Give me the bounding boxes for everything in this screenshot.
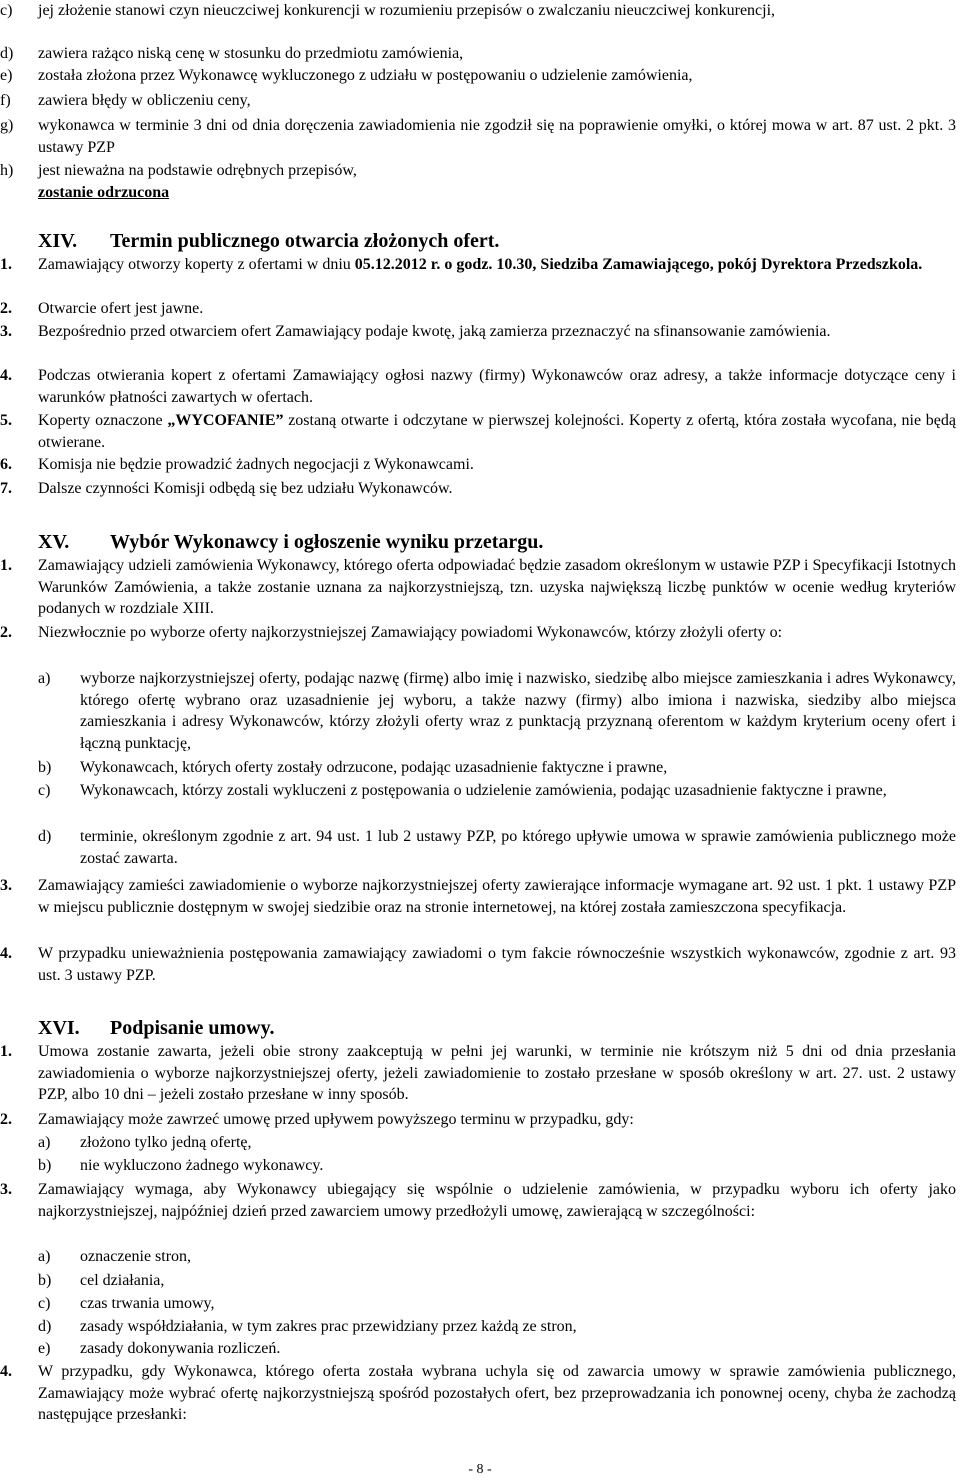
- list-text: zawiera rażąco niską cenę w stosunku do przedmiotu zamówienia,: [38, 45, 464, 62]
- item-number: 1.: [0, 256, 12, 273]
- list-label: e): [0, 67, 13, 84]
- rejected-statement: zostanie odrzucona: [38, 184, 170, 201]
- section-title: Termin publicznego otwarcia złożonych ofert.: [110, 230, 500, 252]
- sub-item: [38, 1293, 956, 1315]
- list-label: h): [0, 162, 14, 179]
- item-number: 6.: [0, 456, 12, 473]
- numbered-item: [0, 875, 956, 918]
- sub-item: [38, 1246, 956, 1268]
- sub-label: e): [38, 1340, 51, 1357]
- list-text: została złożona przez Wykonawcę wykluczonego z udziału w postępowaniu o udzielenie zamówienia,: [38, 67, 693, 84]
- numbered-item: [0, 478, 956, 500]
- list-item: [0, 43, 956, 65]
- numbered-item: [0, 454, 956, 476]
- section-title: Wybór Wykonawcy i ogłoszenie wyniku przetargu.: [110, 531, 544, 553]
- numbered-item: [0, 1179, 956, 1222]
- numbered-item: [0, 321, 956, 343]
- item-text: Niezwłocznie po wyborze oferty najkorzystniejszej Zamawiający powiadomi Wykonawców, którzy złożyli oferty o:: [38, 624, 783, 641]
- item-number: 4.: [0, 1363, 12, 1380]
- sub-text: Wykonawcach, których oferty zostały odrzucone, podając uzasadnienie faktyczne i prawne,: [80, 759, 668, 776]
- item-text: [38, 410, 956, 453]
- item-text: Zamawiający może zawrzeć umowę przed upływem powyższego terminu w przypadku, gdy:: [38, 1111, 634, 1128]
- item-text: Otwarcie ofert jest jawne.: [38, 300, 204, 317]
- sub-text: wyborze najkorzystniejszej oferty, podając nazwę (firmę) albo imię i nazwisko, siedzibę albo miejsce zamieszkania i adres Wykonawcy, którego ofertę wybrano oraz uzasadnienie jej wyboru, a także nazwy (firmy) albo imiona i nazwiska, siedziby albo miejsca zamieszkania i adresy Wykonawców, którzy złożyli oferty wraz z punktacją przyznaną oferentom w każdym kryterium oceny ofert i łączną punktację,: [80, 670, 956, 752]
- sub-label: b): [38, 759, 52, 776]
- item-number: 2.: [0, 300, 12, 317]
- numbered-item: [0, 1109, 956, 1131]
- item-number: 2.: [0, 1111, 12, 1128]
- opening-date-time: 05.12.2012 r. o godz. 10.30, Siedziba Zamawiającego, pokój Dyrektora Przedszkola.: [354, 256, 923, 273]
- numbered-item: [0, 555, 956, 620]
- list-item: [0, 65, 956, 87]
- numbered-item: [0, 254, 956, 276]
- numbered-item: [0, 622, 956, 644]
- item-text: [38, 254, 956, 276]
- section-heading-15: [38, 530, 543, 554]
- list-label: g): [0, 117, 14, 134]
- sub-item: [38, 826, 956, 869]
- list-text: jest nieważna na podstawie odrębnych przepisów,: [38, 162, 357, 179]
- item-text-plain: Zamawiający otworzy koperty z ofertami w dniu: [38, 256, 355, 273]
- numbered-item: [0, 943, 956, 986]
- sub-item: [38, 1338, 956, 1360]
- list-text: wykonawca w terminie 3 dni od dnia doręczenia zawiadomienia nie zgodził się na poprawienie omyłki, o której mowa w art. 87 ust. 2 pkt. 3 ustawy PZP: [38, 117, 956, 156]
- numbered-item: [0, 298, 956, 320]
- sub-item: [38, 780, 956, 802]
- sub-label: b): [38, 1157, 52, 1174]
- list-item: [0, 0, 956, 22]
- sub-label: b): [38, 1272, 52, 1289]
- list-item: [0, 160, 956, 182]
- numbered-item: [0, 1361, 956, 1426]
- item-number: 5.: [0, 412, 12, 429]
- item-text: Dalsze czynności Komisji odbędą się bez udziału Wykonawców.: [38, 480, 453, 497]
- sub-label: c): [38, 1295, 51, 1312]
- sub-label: a): [38, 670, 51, 687]
- sub-text: cel działania,: [80, 1272, 165, 1289]
- sub-text: Wykonawcach, którzy zostali wykluczeni z postępowania o udzielenie zamówienia, podając uzasadnienie faktyczne i prawne,: [80, 782, 887, 799]
- list-item: [0, 90, 956, 112]
- list-text: jej złożenie stanowi czyn nieuczciwej konkurencji w rozumieniu przepisów o zwalczaniu nieuczciwej konkurencji,: [38, 2, 776, 19]
- item-number: 3.: [0, 1181, 12, 1198]
- sub-item: [38, 1316, 956, 1338]
- item-number: 7.: [0, 480, 12, 497]
- item-text: Komisja nie będzie prowadzić żadnych negocjacji z Wykonawcami.: [38, 456, 474, 473]
- sub-item: [38, 1155, 956, 1177]
- section-title: Podpisanie umowy.: [110, 1017, 275, 1039]
- item-number: 4.: [0, 945, 12, 962]
- sub-item: [38, 1132, 956, 1154]
- sub-text: złożono tylko jedną ofertę,: [80, 1134, 252, 1151]
- numbered-item: [0, 1041, 956, 1106]
- item-text: Zamawiający wymaga, aby Wykonawcy ubiegający się wspólnie o udzielenie zamówienia, w przypadku wyboru ich oferty jako najkorzystniejszej, najpóźniej dzień przed zawarciem umowy przedłożyli umowę, zawierającą w szczególności:: [38, 1181, 956, 1220]
- sub-label: d): [38, 828, 52, 845]
- item-text: Bezpośrednio przed otwarciem ofert Zamawiający podaje kwotę, jaką zamierza przeznaczyć na sfinansowanie zamówienia.: [38, 323, 831, 340]
- item-number: 3.: [0, 323, 12, 340]
- sub-text: zasady współdziałania, w tym zakres prac przewidziany przez każdą ze stron,: [80, 1318, 577, 1335]
- section-number: XV.: [38, 531, 70, 553]
- sub-text: nie wykluczono żadnego wykonawcy.: [80, 1157, 324, 1174]
- list-label: f): [0, 92, 11, 109]
- page-number: - 8 -: [468, 1462, 492, 1477]
- numbered-item: [0, 365, 956, 408]
- section-heading-16: [38, 1016, 274, 1040]
- item-text-plain: Koperty oznaczone: [38, 412, 168, 429]
- list-item: [0, 115, 956, 158]
- withdrawal-label: „WYCOFANIE”: [167, 412, 284, 429]
- sub-item: [38, 1270, 956, 1292]
- sub-item: [38, 757, 956, 779]
- sub-text: czas trwania umowy,: [80, 1295, 215, 1312]
- list-text: zawiera błędy w obliczeniu ceny,: [38, 92, 251, 109]
- sub-label: c): [38, 782, 51, 799]
- item-number: 2.: [0, 624, 12, 641]
- item-text: Podczas otwierania kopert z ofertami Zamawiający ogłosi nazwy (firmy) Wykonawców oraz adresy, a także informacje dotyczące ceny i warunków płatności zawartych w ofertach.: [38, 367, 956, 406]
- numbered-item: [0, 410, 956, 453]
- item-number: 4.: [0, 367, 12, 384]
- section-number: XVI.: [38, 1017, 80, 1039]
- section-heading-14: [38, 229, 499, 253]
- item-number: 1.: [0, 1043, 12, 1060]
- sub-label: a): [38, 1134, 51, 1151]
- sub-text: terminie, określonym zgodnie z art. 94 ust. 1 lub 2 ustawy PZP, po którego upływie umowa w sprawie zamówienia publicznego może zostać zawarta.: [80, 828, 956, 867]
- item-text-plain: zostaną otwarte i odczytane w pierwszej kolejności. Koperty z ofertą, która została wycofana, nie będą otwierane.: [38, 412, 956, 451]
- item-number: 3.: [0, 877, 12, 894]
- sub-item: [38, 668, 956, 754]
- item-text: Zamawiający udzieli zamówienia Wykonawcy, którego oferta odpowiadać będzie zasadom określonym w ustawie PZP i Specyfikacji Istotnych Warunków Zamówienia, a także zostanie uznana za najkorzystniejszą, tzn. uzyska największą liczbę punktów w ocenie według kryteriów podanych w rozdziale XIII.: [38, 557, 956, 618]
- item-text: Zamawiający zamieści zawiadomienie o wyborze najkorzystniejszej oferty zawierające informacje wymagane art. 92 ust. 1 pkt. 1 ustawy PZP w miejscu publicznie dostępnym w swojej siedzibie oraz na stronie internetowej, na której została zamieszczona specyfikacja.: [38, 877, 956, 916]
- item-text: Umowa zostanie zawarta, jeżeli obie strony zaakceptują w pełni jej warunki, w terminie nie krótszym niż 5 dni od dnia przesłania zawiadomienia o wyborze najkorzystniejszej oferty, jeżeli zawiadomienie to zostało przesłane w sposób określony w art. 27. ust. 2 ustawy PZP, albo 10 dni – jeżeli zostało przesłane w inny sposób.: [38, 1043, 956, 1104]
- item-text: W przypadku, gdy Wykonawca, którego oferta została wybrana uchyla się od zawarcia umowy w sprawie zamówienia publicznego, Zamawiający może wybrać ofertę najkorzystniejszą spośród pozostałych ofert, bez przeprowadzania ich ponownej oceny, chyba że zachodzą następujące przesłanki:: [38, 1363, 956, 1424]
- sub-text: zasady dokonywania rozliczeń.: [80, 1340, 281, 1357]
- sub-label: a): [38, 1248, 51, 1265]
- list-label: c): [0, 2, 13, 19]
- sub-text: oznaczenie stron,: [80, 1248, 192, 1265]
- sub-label: d): [38, 1318, 52, 1335]
- list-label: d): [0, 45, 14, 62]
- section-number: XIV.: [38, 230, 78, 252]
- item-text: W przypadku unieważnienia postępowania zamawiający zawiadomi o tym fakcie równocześnie wszystkich wykonawców, zgodnie z art. 93 ust. 3 ustawy PZP.: [38, 945, 956, 984]
- item-number: 1.: [0, 557, 12, 574]
